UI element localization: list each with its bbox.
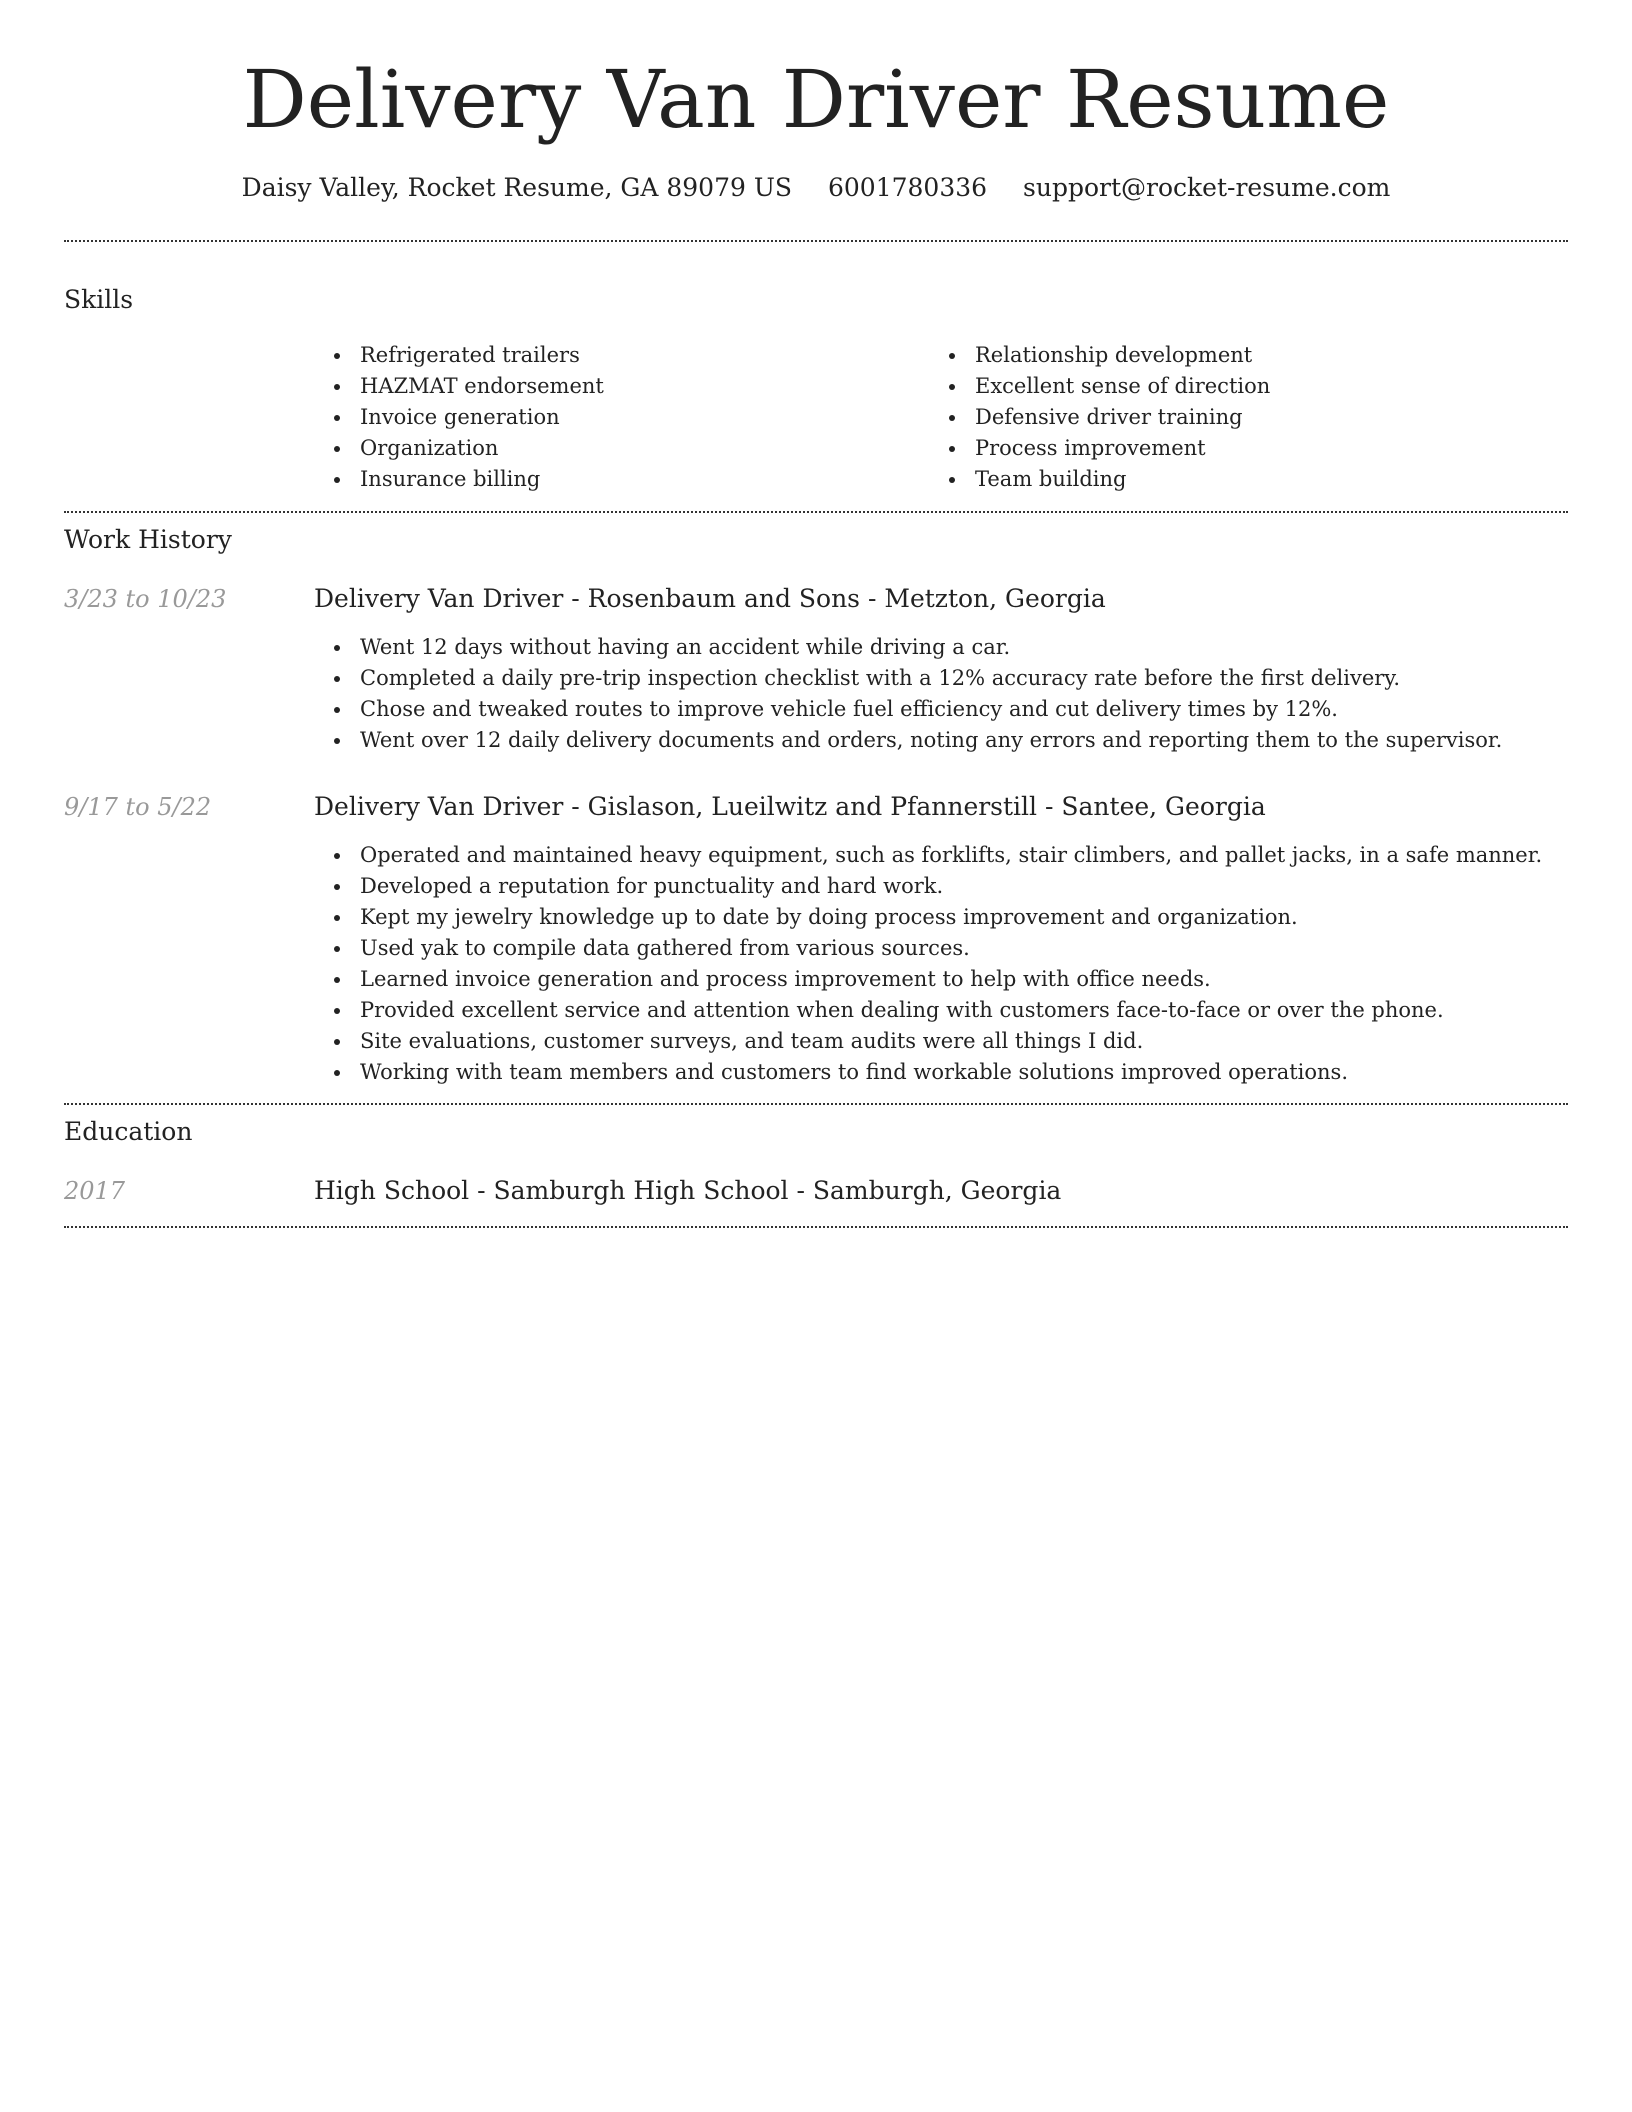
skills-list-left xyxy=(330,340,890,495)
job-header: Delivery Van Driver - Gislason, Lueilwitz and Pfannerstill - Santee, Georgia xyxy=(314,792,1266,821)
list-item: Working with team members and customers to find workable solutions improved operations. xyxy=(330,1057,1568,1088)
contact-address: Daisy Valley, Rocket Resume, GA 89079 US xyxy=(241,173,793,202)
list-item: Operated and maintained heavy equipment, such as forklifts, stair climbers, and pallet jacks, in a safe manner. xyxy=(330,840,1568,871)
list-item: Process improvement xyxy=(945,433,1545,464)
list-item: Chose and tweaked routes to improve vehicle fuel efficiency and cut delivery times by 12%. xyxy=(330,694,1568,725)
page-title: Delivery Van Driver Resume xyxy=(242,53,1390,146)
list-item: Went 12 days without having an accident while driving a car. xyxy=(330,632,1568,663)
list-item: Went over 12 daily delivery documents and orders, noting any errors and reporting them to the supervisor. xyxy=(330,725,1568,756)
education-date: 2017 xyxy=(64,1177,126,1205)
list-item: Provided excellent service and attention when dealing with customers face-to-face or over the phone. xyxy=(330,995,1568,1026)
list-item: Excellent sense of direction xyxy=(945,371,1545,402)
list-item: HAZMAT endorsement xyxy=(330,371,890,402)
job-bullets xyxy=(330,632,1568,756)
list-item: Completed a daily pre-trip inspection checklist with a 12% accuracy rate before the first delivery. xyxy=(330,663,1568,694)
list-item: Team building xyxy=(945,464,1545,495)
list-item: Site evaluations, customer surveys, and team audits were all things I did. xyxy=(330,1026,1568,1057)
job-dates: 9/17 to 5/22 xyxy=(64,793,212,821)
list-item: Refrigerated trailers xyxy=(330,340,890,371)
list-item: Developed a reputation for punctuality and hard work. xyxy=(330,871,1568,902)
list-item: Invoice generation xyxy=(330,402,890,433)
divider xyxy=(64,1226,1568,1228)
work-history-heading: Work History xyxy=(64,525,232,554)
list-item: Organization xyxy=(330,433,890,464)
education-heading: Education xyxy=(64,1117,193,1146)
divider xyxy=(64,511,1568,513)
contact-email: support@rocket-resume.com xyxy=(1023,173,1391,202)
list-item: Used yak to compile data gathered from various sources. xyxy=(330,933,1568,964)
divider xyxy=(64,1103,1568,1105)
list-item: Relationship development xyxy=(945,340,1545,371)
education-header: High School - Samburgh High School - Samburgh, Georgia xyxy=(314,1176,1062,1205)
list-item: Defensive driver training xyxy=(945,402,1545,433)
contact-line xyxy=(0,170,1632,206)
job-header: Delivery Van Driver - Rosenbaum and Sons - Metzton, Georgia xyxy=(314,584,1106,613)
list-item: Kept my jewelry knowledge up to date by doing process improvement and organization. xyxy=(330,902,1568,933)
list-item: Learned invoice generation and process improvement to help with office needs. xyxy=(330,964,1568,995)
skills-heading: Skills xyxy=(64,285,134,314)
list-item: Insurance billing xyxy=(330,464,890,495)
job-dates: 3/23 to 10/23 xyxy=(64,585,227,613)
skills-list-right xyxy=(945,340,1545,495)
divider xyxy=(64,240,1568,242)
contact-phone: 6001780336 xyxy=(828,173,988,202)
job-bullets xyxy=(330,840,1568,1088)
